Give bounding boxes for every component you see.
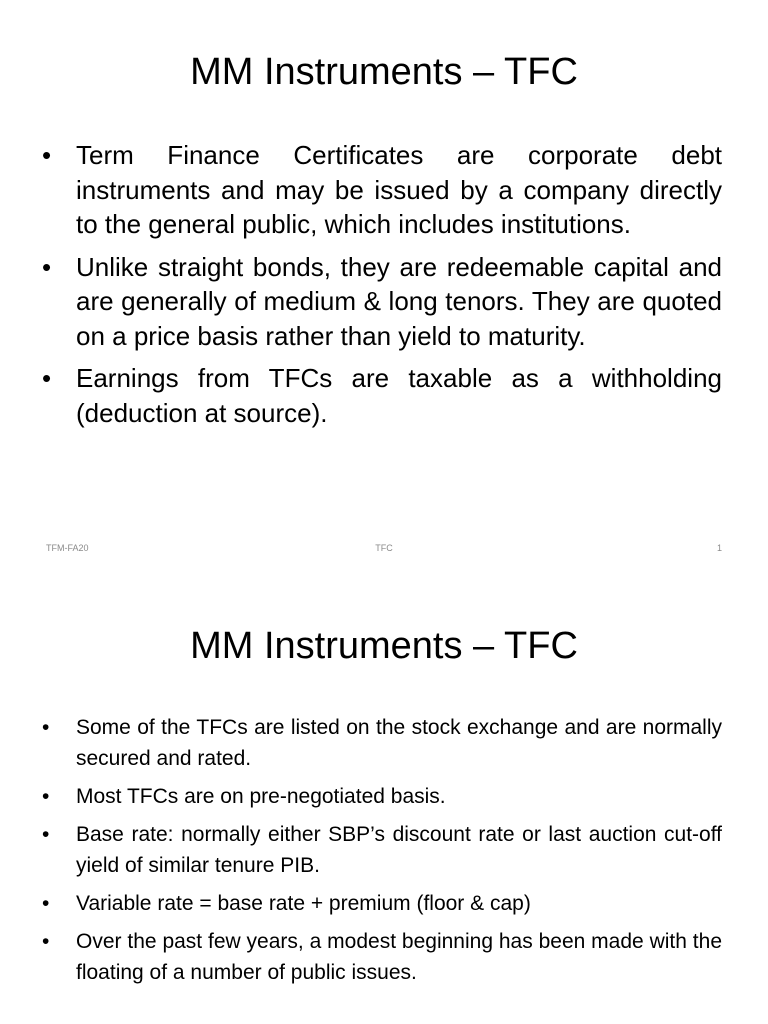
bullet-text: Earnings from TFCs are taxable as a withholding (deduction at source). [76,363,722,428]
slide-title: MM Instruments – TFC [190,625,578,667]
bullet-item [42,138,722,242]
bullet-item [42,250,722,354]
bullet-icon: • [42,892,50,915]
bullet-item [42,926,722,988]
bullet-text: Variable rate = base rate + premium (floor & cap) [76,892,531,915]
bullet-item [42,781,722,812]
slide-footer [0,543,768,557]
bullet-icon: • [42,251,52,282]
bullet-icon: • [42,930,50,953]
bullet-item [42,888,722,919]
bullet-text: Most TFCs are on pre-negotiated basis. [76,785,446,808]
bullet-list [42,712,722,995]
bullet-text: Unlike straight bonds, they are redeemable capital and are generally of medium & long tenors. They are quoted on a price basis rather than yield to maturity. [76,251,722,351]
bullet-text: Over the past few years, a modest beginning has been made with the floating of a number of public issues. [76,930,722,984]
bullet-item [42,361,722,430]
bullet-list [42,138,722,438]
bullet-icon: • [42,140,52,170]
bullet-text: Term Finance Certificates are corporate debt instruments and may be issued by a company directly to the general public, which includes institutions. [76,140,722,239]
bullet-text: Some of the TFCs are listed on the stock exchange and are normally secured and rated. [76,716,722,770]
footer-course-code: TFM-FA20 [46,543,89,553]
bullet-icon: • [42,823,50,846]
bullet-icon: • [42,785,50,808]
bullet-item [42,819,722,881]
slide-title: MM Instruments – TFC [190,51,578,93]
footer-page-number: 1 [716,543,722,553]
slide-2 [0,576,768,1024]
bullet-icon: • [42,363,52,393]
bullet-text: Base rate: normally either SBP’s discount rate or last auction cut-off yield of similar tenure PIB. [76,823,722,877]
bullet-icon: • [42,716,50,739]
bullet-item [42,712,722,774]
footer-topic: TFC [375,543,393,553]
